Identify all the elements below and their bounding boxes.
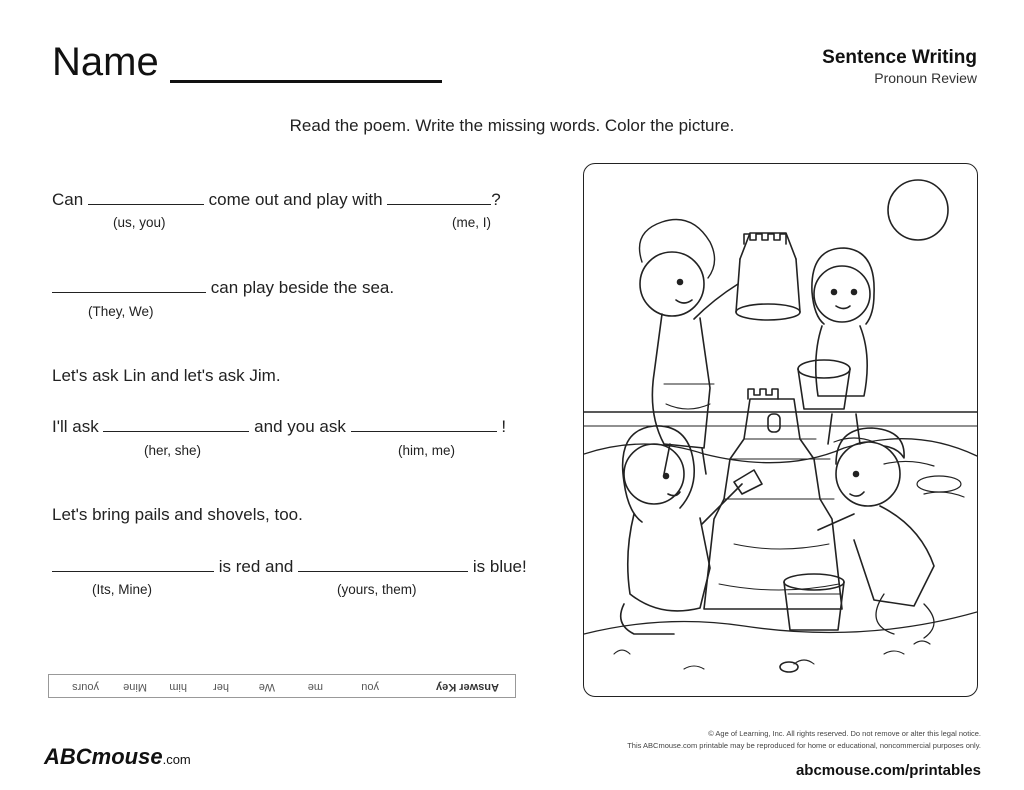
- poem-text: is red and: [218, 557, 294, 576]
- name-label: Name: [52, 40, 159, 84]
- abcmouse-logo: ABCmouse.com: [44, 744, 191, 769]
- poem-text: ?: [491, 190, 501, 209]
- bucket-icon: [736, 233, 800, 320]
- answer-key-word: We: [258, 681, 275, 693]
- hint-1: (us, you): [113, 215, 166, 230]
- poem-line-4: [52, 417, 506, 437]
- poem-text: is blue!: [472, 557, 527, 576]
- boy-figure: [640, 220, 739, 475]
- answer-blank-2[interactable]: [387, 190, 491, 205]
- worksheet-title: Sentence Writing: [822, 47, 977, 68]
- beach-sandcastle-illustration: [584, 164, 977, 696]
- sun-icon: [888, 180, 948, 240]
- girl-with-shovel-figure: [621, 426, 762, 634]
- printables-link[interactable]: abcmouse.com/printables: [795, 762, 981, 779]
- sandcastle: [704, 389, 842, 609]
- sand-pail-icon: [798, 360, 850, 378]
- poem-text: can play beside the sea.: [210, 278, 395, 297]
- poem-text: !: [501, 417, 507, 436]
- worksheet-subtitle: Pronoun Review: [874, 70, 977, 86]
- boy-kneeling-figure: [818, 428, 934, 638]
- answer-blank-6[interactable]: [52, 557, 214, 572]
- answer-key-word: you: [361, 681, 379, 693]
- coloring-picture[interactable]: [583, 163, 978, 697]
- hint-5: (him, me): [398, 443, 455, 458]
- answer-key-word: yours: [72, 681, 99, 693]
- poem-line-3: Let's ask Lin and let's ask Jim.: [52, 366, 281, 385]
- answer-key-title: Answer Key: [436, 681, 499, 693]
- hint-6: (Its, Mine): [92, 582, 153, 597]
- poem-line-2: [52, 278, 394, 298]
- answer-blank-7[interactable]: [298, 557, 468, 572]
- hint-4: (her, she): [144, 443, 202, 458]
- answer-key-box: [48, 674, 516, 698]
- poem-text: come out and play with: [208, 190, 383, 209]
- answer-blank-5[interactable]: [351, 417, 497, 432]
- poem-text: Can: [52, 190, 84, 209]
- shovel-icon: [702, 470, 762, 524]
- answer-blank-4[interactable]: [103, 417, 249, 432]
- poem-text: I'll ask: [52, 417, 99, 436]
- answer-key-word: him: [169, 681, 187, 693]
- instructions: Read the poem. Write the missing words. Color the picture.: [289, 116, 735, 135]
- answer-blank-3[interactable]: [52, 278, 206, 293]
- poem-line-6: [52, 557, 527, 577]
- hint-2: (me, I): [452, 215, 491, 230]
- answer-key-word: me: [307, 681, 323, 693]
- answer-key-word: Mine: [123, 681, 147, 693]
- name-write-line[interactable]: [170, 80, 442, 83]
- hint-7: (yours, them): [337, 582, 417, 597]
- legal-notice: © Age of Learning, Inc. All rights reserved. Do not remove or alter this legal notice.: [708, 729, 981, 738]
- sand-bucket-icon: [784, 574, 844, 630]
- girl-figure: [798, 248, 874, 444]
- answer-key-word: her: [213, 681, 229, 693]
- poem-line-1: [52, 190, 501, 210]
- poem-line-5: Let's bring pails and shovels, too.: [52, 505, 303, 524]
- usage-notice: This ABCmouse.com printable may be reproduced for home or educational, noncommercial purposes only.: [627, 741, 981, 750]
- hint-3: (They, We): [88, 304, 154, 319]
- answer-blank-1[interactable]: [88, 190, 204, 205]
- poem-text: and you ask: [254, 417, 346, 436]
